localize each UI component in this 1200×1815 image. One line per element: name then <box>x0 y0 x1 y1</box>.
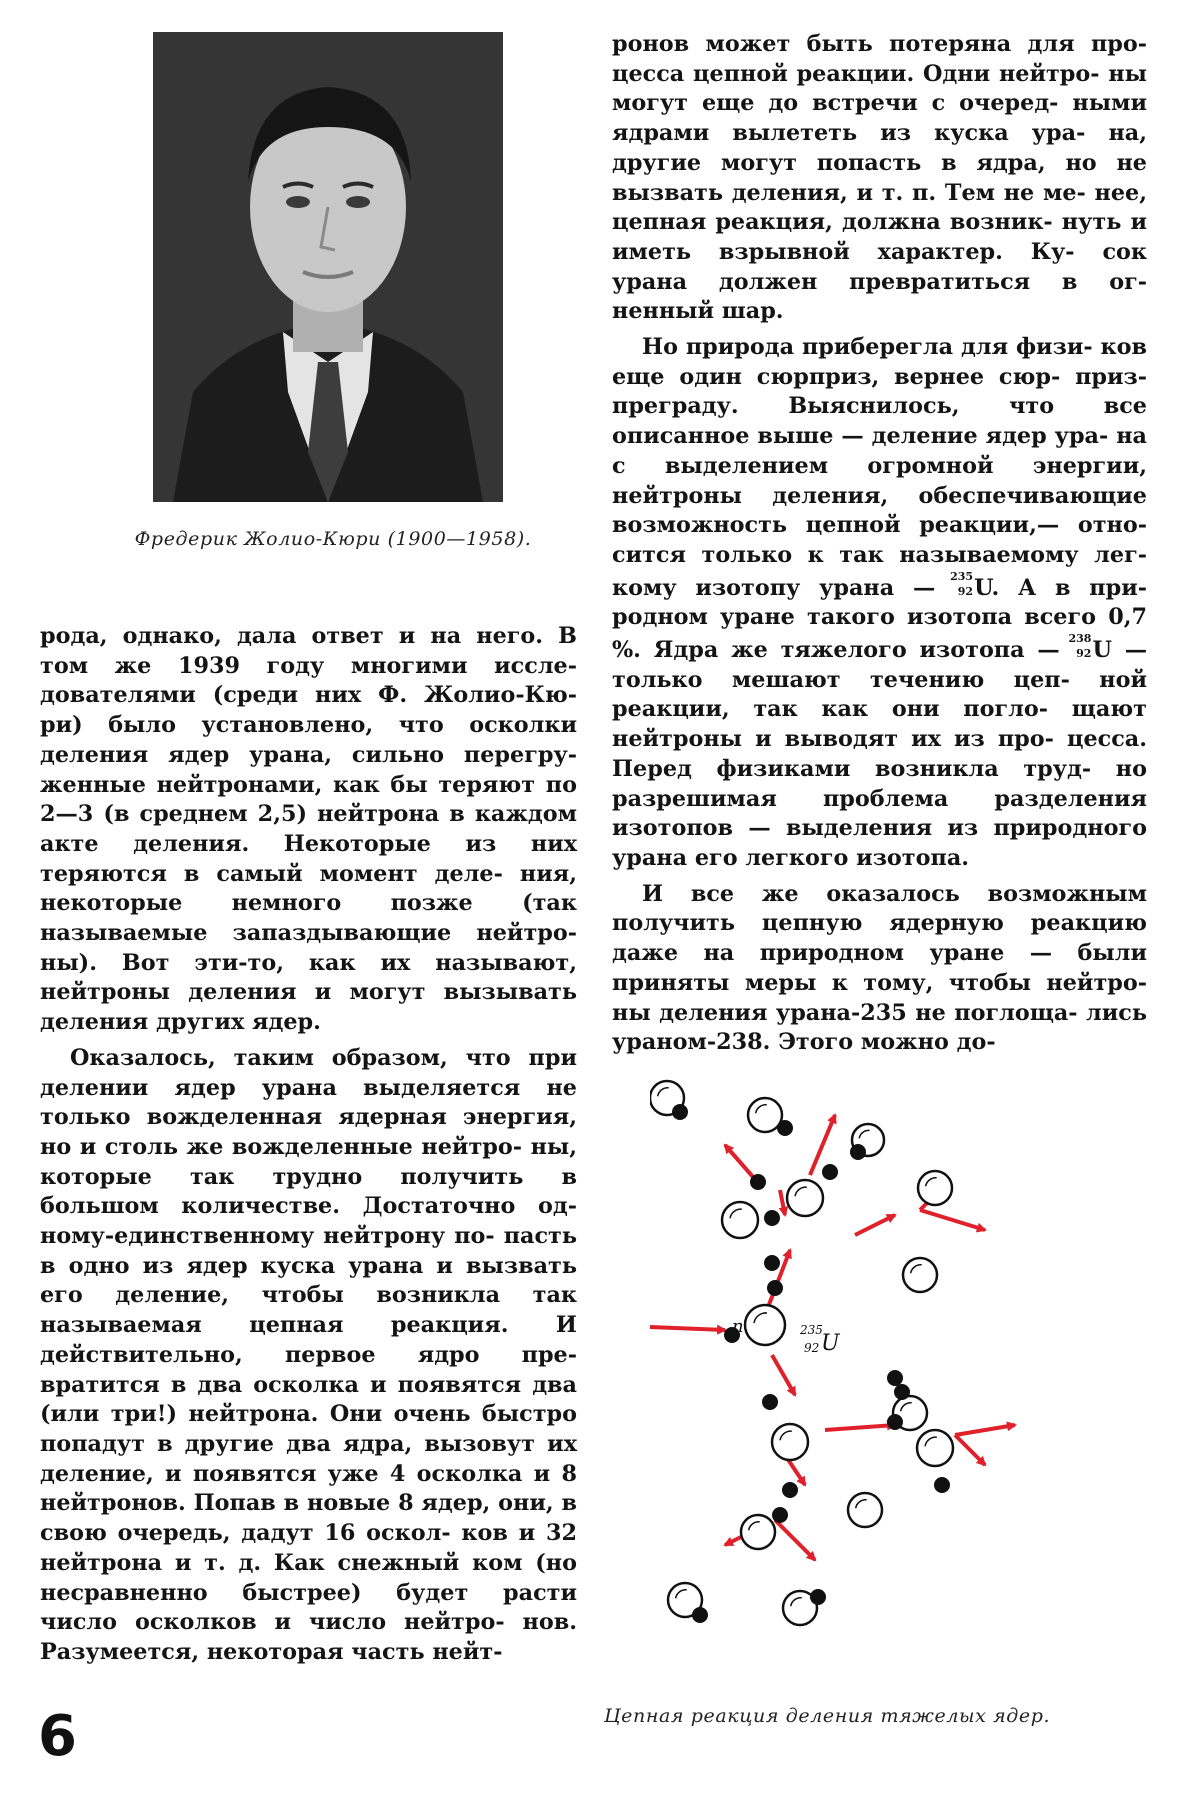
text-line: урана его легкого изотопа. <box>612 844 970 871</box>
neutron <box>894 1384 910 1400</box>
text-line: И все же оказалось возможным <box>642 880 1147 907</box>
neutron <box>782 1482 798 1498</box>
reaction-arrow <box>920 1210 985 1230</box>
neutron <box>810 1589 826 1605</box>
text-line: даже на природном уране — были <box>612 940 1147 967</box>
photo-caption: Фредерик Жолио-Кюри (1900—1958). <box>134 528 532 550</box>
u238-line: 238 92 U — только мешают течению цеп- <box>612 632 1147 693</box>
text-line: ронов может быть потеряна для про- <box>612 31 1147 57</box>
text-line: но и столь же вожделенные нейтро- <box>40 1133 531 1160</box>
portrait-illustration <box>153 32 503 502</box>
text-line: Но природа приберегла для физи- <box>642 334 1101 361</box>
text-line: них теряются в самый момент деле- <box>40 830 577 887</box>
neutron <box>764 1255 780 1271</box>
neutron <box>850 1144 866 1160</box>
right-column <box>612 30 1147 1058</box>
text-line: расти число осколков и число нейтро- <box>40 1579 577 1636</box>
left-paragraph-1 <box>40 622 577 1038</box>
text-line: ными ядрами вылететь из куска ура- <box>612 90 1147 147</box>
text-line: ны могут еще до встречи с очеред- <box>612 60 1147 117</box>
text-line: цесса. Перед физиками возникла труд- <box>612 726 1147 782</box>
text-line: описанное выше — деление ядер ура- <box>612 423 1117 450</box>
nucleus <box>903 1258 937 1292</box>
text-line: нее, цепная реакция, должна возник- <box>612 179 1147 236</box>
text-line: на, другие могут попасть в ядра, но <box>612 120 1147 176</box>
text-line: ны, которые так трудно получить в <box>40 1133 577 1190</box>
text-line: пасть в одно из ядер куска урана и <box>40 1223 577 1279</box>
text-line: цесса цепной реакции. Одни нейтро- <box>612 60 1109 87</box>
text-line: приз-преграду. Выяснилось, что все <box>612 363 1147 420</box>
neutron <box>772 1507 788 1523</box>
text-line: женные нейтронами, как бы теряют <box>40 771 546 798</box>
neutron <box>887 1370 903 1386</box>
text-line: И действительно, первое ядро пре- <box>40 1312 577 1368</box>
nucleus <box>772 1424 808 1460</box>
text-line: сок урана должен превратиться в ог- <box>612 238 1147 295</box>
u238-isotope-notation: 238 92 <box>1068 632 1092 661</box>
left-paragraph-2 <box>40 1044 577 1668</box>
nucleus <box>741 1515 775 1549</box>
text-line: большом количестве. Достаточно од- <box>40 1193 577 1220</box>
neutron <box>822 1164 838 1180</box>
text-line: на с выделением огромной энергии, <box>612 423 1147 479</box>
nucleus <box>787 1180 823 1216</box>
text-line: попадут в другие два ядра, вызовут <box>40 1430 548 1457</box>
right-paragraph-2 <box>612 333 1147 874</box>
reaction-arrow <box>780 1190 785 1215</box>
text-line: ному-единственному нейтрону по- <box>40 1223 504 1250</box>
chain-reaction-diagram <box>650 1070 1170 1670</box>
neutron <box>672 1104 688 1120</box>
text-line: деления ядер урана, сильно перегру- <box>40 741 577 768</box>
text-line: 0,7 %. Ядра же тяжелого изотопа — <box>612 604 1147 664</box>
right-paragraph-3 <box>612 880 1147 1058</box>
text-line: каждом акте деления. Некоторые из <box>40 801 577 857</box>
nucleus <box>745 1305 785 1345</box>
reaction-arrow <box>955 1435 985 1465</box>
nucleus <box>722 1202 758 1238</box>
text-line: нов. Разумеется, некоторая часть нейт- <box>40 1609 577 1665</box>
reaction-arrow <box>855 1215 895 1235</box>
nucleus <box>918 1171 952 1205</box>
text-line: сится только к так называемому лег- <box>612 541 1147 568</box>
text-line: вызвать его деление, чтобы возникла <box>40 1252 577 1309</box>
text-line: нуть и иметь взрывной характер. Ку- <box>612 209 1147 265</box>
text-line: ной реакции, так как они погло- <box>612 666 1147 723</box>
reaction-arrow <box>650 1325 725 1330</box>
text-line: Оказалось, таким образом, что при <box>70 1044 577 1071</box>
page-number: 6 <box>38 1704 77 1769</box>
reaction-arrow <box>775 1520 815 1560</box>
text-line: ны). Вот эти-то, как их называют, <box>40 949 577 976</box>
svg-text:235: 235 <box>800 1323 823 1337</box>
neutron <box>767 1280 783 1296</box>
portrait-photo <box>153 32 503 502</box>
text-line: щают нейтроны и выводят их из про- <box>612 696 1147 753</box>
u235-line: кому изотопу урана — 235 92 U. А в при- <box>612 569 1147 601</box>
text-line: ком (но несравненно быстрее) будет <box>40 1549 577 1606</box>
text-line: ны деления урана-235 не поглоща- <box>612 999 1087 1026</box>
reaction-arrow <box>825 1425 895 1430</box>
neutron <box>887 1414 903 1430</box>
text-line: нейтроны деления, обеспечивающие <box>612 482 1147 509</box>
diagram-caption: Цепная реакция деления тяжелых ядер. <box>604 1705 1051 1727</box>
text-line: ри) было установлено, что осколки <box>40 712 577 739</box>
text-line: только вожделенная ядерная энергия, <box>40 1104 577 1131</box>
text-line: по 2—3 (в среднем 2,5) нейтрона в <box>40 771 577 828</box>
text-line: лись ураном-238. Этого можно до- <box>612 999 1147 1056</box>
text-line: получить цепную ядерную реакцию <box>612 910 1147 937</box>
text-line: ния, некоторые немного позже (так <box>40 860 577 917</box>
nucleus <box>917 1430 953 1466</box>
nucleus-label <box>799 1323 841 1356</box>
nucleus <box>848 1493 882 1527</box>
left-column <box>40 622 577 1668</box>
neutron <box>764 1210 780 1226</box>
neutron <box>692 1607 708 1623</box>
u235-isotope-notation: 235 92 <box>950 569 974 598</box>
text-line: не вызвать деления, и т. п. Тем не ме- <box>612 149 1147 206</box>
text-line: (или три!) нейтрона. Они очень быстро <box>40 1401 577 1428</box>
text-line: приняты меры к тому, чтобы нейтро- <box>612 969 1147 996</box>
text-line: изотопов — выделения из природного <box>612 815 1147 842</box>
text-line: делении ядер урана выделяется не <box>40 1074 577 1101</box>
neutron <box>777 1120 793 1136</box>
reaction-arrow <box>772 1355 795 1395</box>
neutron-label: n <box>732 1316 744 1337</box>
text-line: ненный шар. <box>612 298 784 325</box>
text-line: вратится в два осколка и появятся два <box>40 1371 577 1398</box>
text-line: так называемая цепная реакция. <box>40 1282 577 1339</box>
neutron <box>762 1394 778 1410</box>
text-line: но разрешимая проблема разделения <box>612 755 1147 812</box>
right-paragraph-1 <box>612 30 1147 327</box>
text-line: родном уране такого изотопа всего <box>612 604 1109 631</box>
text-line: ков и 32 нейтрона и т. д. Как снежный <box>40 1520 577 1576</box>
text-line: В том же 1939 году многими иссле- <box>40 623 577 679</box>
text-line: их деление, и появятся уже 4 осколка <box>40 1430 577 1487</box>
svg-text:U: U <box>821 1331 840 1356</box>
text-line: они, в свою очередь, дадут 16 оскол- <box>40 1490 577 1547</box>
text-line: рода, однако, дала ответ и на него. <box>40 623 559 649</box>
text-line: возможность цепной реакции,— отно- <box>612 512 1147 539</box>
neutron <box>750 1174 766 1190</box>
text-line: нейтроны деления и могут вызывать <box>40 979 577 1006</box>
svg-text:92: 92 <box>804 1341 820 1355</box>
text-line: и 8 нейтронов. Попав в новые 8 ядер, <box>40 1460 577 1517</box>
text-line: ков еще один сюрприз, вернее сюр- <box>612 334 1147 390</box>
text-line: дователями (среди них Ф. Жолио-Кю- <box>40 682 577 709</box>
text-line: называемые запаздывающие нейтро- <box>40 920 577 947</box>
text-line: деления других ядер. <box>40 1009 321 1036</box>
neutron <box>934 1477 950 1493</box>
nucleus <box>748 1098 782 1132</box>
reaction-arrow <box>955 1425 1015 1435</box>
